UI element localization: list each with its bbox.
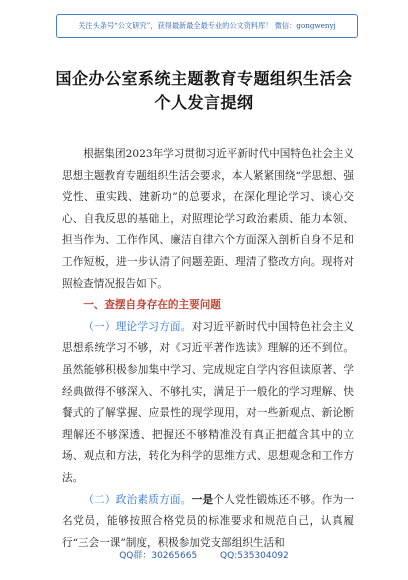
footer-qq-group: QQ群：30265665 (119, 551, 198, 561)
document-body (62, 144, 354, 554)
intro-paragraph: 根据集团2023年学习贯彻习近平新时代中国特色社会主义思想主题教育专题组织生活会要求，本人紧紧围绕“学思想、强党性、重实践、建新功”的总要求，在深化理论学习、谈心交心、自我反思的基础上，对照理论学习政治素质、能力本领、担当作为、工作作风、廉洁自律六个方面深入剖析自身不足和工作短板，进一步认清了问题差距、理清了整改方向。现将对照检查情况报告如下。 (62, 148, 354, 290)
paragraph-political-quality (62, 490, 354, 555)
paragraph-political-quality-text: 个人党性锻炼还不够。作为一名党员，能够按照合格党员的标准要求和规范自己，认真履行“三会一课”制度，积极参加党支部组织生活和 (62, 493, 355, 549)
document-title-line1: 国企办公室系统主题教育专题组织生活会 (55, 69, 353, 88)
footer-qq: QQ:535304092 (220, 551, 289, 561)
lead-marker: 一是 (191, 493, 214, 506)
paragraph-theory-study (62, 317, 354, 490)
footer (0, 548, 408, 561)
subheading-political-quality: （二）政治素质方面。 (83, 493, 192, 506)
section-heading: 一、查摆自身存在的主要问题 (83, 299, 221, 312)
paragraph-theory-study-text: 对习近平新时代中国特色社会主义思想系统学习不够，对《习近平著作选读》理解的还不到位。虽然能够积极参加集中学习、完成规定自学内容但读原著、学经典做得不够深入、不够扎实，满足于一般化的学习理解、快餐式的了解掌握、应景性的现学现用，对一些新观点、新论断理解还不够深透、把握还不够精准没有真正把蕴含其中的立场、观点和方法，转化为科学的思维方式、思想观念和工作方法。 (62, 320, 355, 484)
subheading-theory-study: （一）理论学习方面。 (83, 320, 192, 333)
document-title-line2: 个人发言提纲 (154, 93, 254, 112)
header-banner: 关注头条号“公文研究”，获得最新最全最专业的公文资料库！ 微信：gongwenyj (56, 14, 358, 38)
